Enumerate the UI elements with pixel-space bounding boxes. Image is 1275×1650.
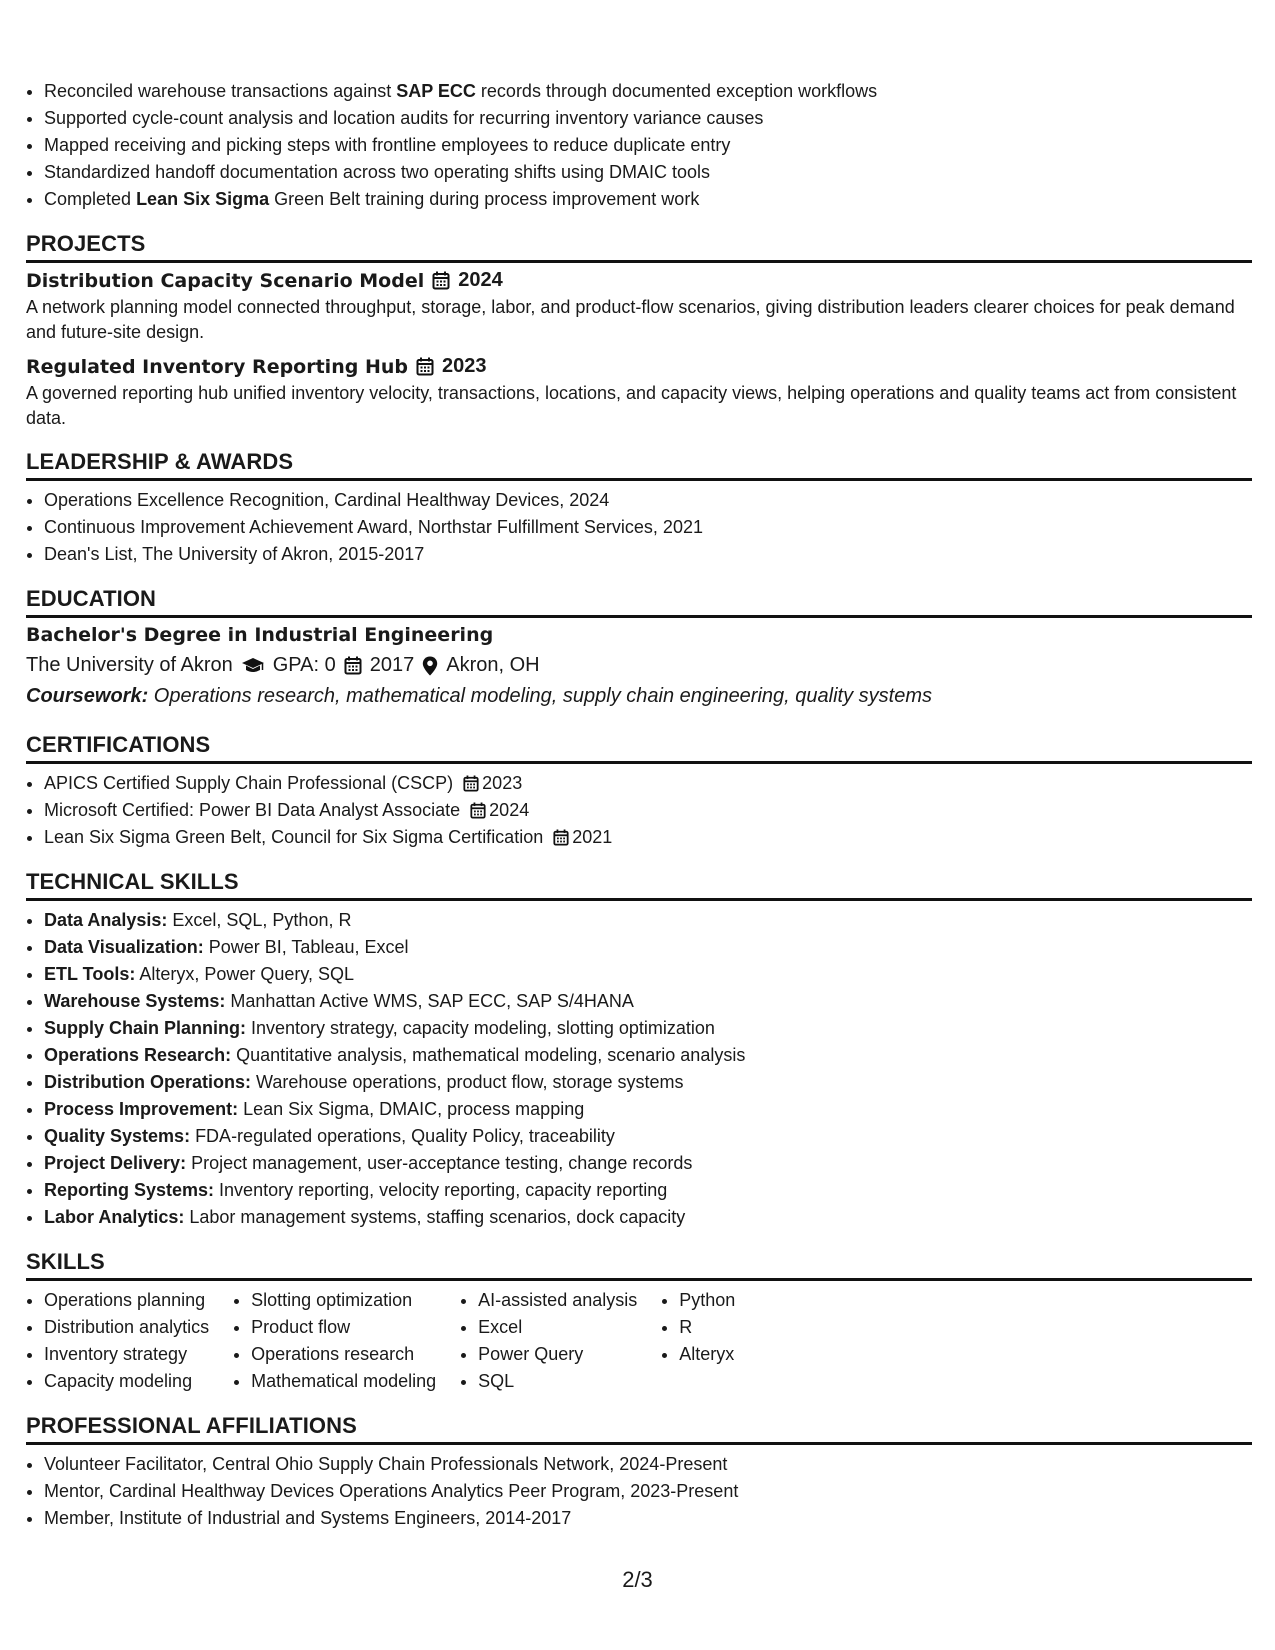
list-item: • Operations Research: Quantitative analysis, mathematical modeling, scenario analysis	[44, 1042, 1252, 1069]
leadership-list	[26, 487, 1252, 568]
calendar-icon	[344, 656, 362, 675]
list-item: • Completed Lean Six Sigma Green Belt training during process improvement work	[44, 186, 1252, 213]
list-item: • SQL	[478, 1368, 637, 1395]
education-details	[26, 654, 1252, 677]
technical-skills-list	[26, 907, 1252, 1231]
list-item: • Mapped receiving and picking steps with frontline employees to reduce duplicate entry	[44, 132, 1252, 159]
list-item: • Supported cycle-count analysis and location audits for recurring inventory variance causes	[44, 105, 1252, 132]
section-title-skills: SKILLS	[26, 1249, 1252, 1281]
list-item: • Standardized handoff documentation across two operating shifts using DMAIC tools	[44, 159, 1252, 186]
list-item: • ETL Tools: Alteryx, Power Query, SQL	[44, 961, 1252, 988]
list-item: • Lean Six Sigma Green Belt, Council for Six Sigma Certification 2021	[44, 824, 1252, 851]
resume-page	[26, 78, 1252, 1532]
calendar-icon	[470, 802, 486, 819]
graduation-cap-icon	[241, 657, 265, 675]
list-item: • Python	[679, 1287, 735, 1314]
list-item: • Operations Excellence Recognition, Cardinal Healthway Devices, 2024	[44, 487, 1252, 514]
section-title-education: EDUCATION	[26, 586, 1252, 618]
calendar-icon	[416, 357, 434, 376]
list-item: • Capacity modeling	[44, 1368, 209, 1395]
list-item: • Power Query	[478, 1341, 637, 1368]
map-pin-icon	[422, 656, 438, 676]
list-item: • Distribution Operations: Warehouse operations, product flow, storage systems	[44, 1069, 1252, 1096]
calendar-icon	[553, 829, 569, 846]
list-item: • Excel	[478, 1314, 637, 1341]
list-item: • Mathematical modeling	[251, 1368, 436, 1395]
project-description: A governed reporting hub unified inventory velocity, transactions, locations, and capacity views, helping operations and quality teams act from consistent data.	[26, 383, 1237, 428]
section-title-projects: PROJECTS	[26, 231, 1252, 263]
calendar-icon	[432, 271, 450, 290]
list-item: • Alteryx	[679, 1341, 735, 1368]
list-item: • Inventory strategy	[44, 1341, 209, 1368]
gpa: GPA: 0	[272, 654, 336, 676]
section-title-leadership: LEADERSHIP & AWARDS	[26, 449, 1252, 481]
affiliations-list	[26, 1451, 1252, 1532]
calendar-icon	[463, 775, 479, 792]
list-item: • Data Analysis: Excel, SQL, Python, R	[44, 907, 1252, 934]
list-item: • Continuous Improvement Achievement Award, Northstar Fulfillment Services, 2021	[44, 514, 1252, 541]
skills-column	[661, 1287, 735, 1395]
skills-column	[233, 1287, 436, 1395]
list-item: • Microsoft Certified: Power BI Data Analyst Associate 2024	[44, 797, 1252, 824]
school-name: The University of Akron	[26, 654, 233, 676]
list-item: • Process Improvement: Lean Six Sigma, DMAIC, process mapping	[44, 1096, 1252, 1123]
list-item: • Operations planning	[44, 1287, 209, 1314]
list-item: • Supply Chain Planning: Inventory strategy, capacity modeling, slotting optimization	[44, 1015, 1252, 1042]
skills-column	[460, 1287, 637, 1395]
graduation-year: 2017	[369, 654, 415, 676]
list-item: • Dean's List, The University of Akron, 2015-2017	[44, 541, 1252, 568]
list-item: • Mentor, Cardinal Healthway Devices Operations Analytics Peer Program, 2023-Present	[44, 1478, 1252, 1505]
list-item: • Volunteer Facilitator, Central Ohio Supply Chain Professionals Network, 2024-Present	[44, 1451, 1252, 1478]
location: Akron, OH	[446, 654, 540, 676]
section-title-certifications: CERTIFICATIONS	[26, 732, 1252, 764]
list-item: • Member, Institute of Industrial and Systems Engineers, 2014-2017	[44, 1505, 1252, 1532]
list-item: • Quality Systems: FDA-regulated operations, Quality Policy, traceability	[44, 1123, 1252, 1150]
section-title-technical-skills: TECHNICAL SKILLS	[26, 869, 1252, 901]
list-item: • Data Visualization: Power BI, Tableau, Excel	[44, 934, 1252, 961]
list-item: • Slotting optimization	[251, 1287, 436, 1314]
degree-title: Bachelor's Degree in Industrial Engineering	[26, 624, 494, 646]
list-item: • Reporting Systems: Inventory reporting, velocity reporting, capacity reporting	[44, 1177, 1252, 1204]
page-number: 2/3	[622, 1567, 653, 1592]
project-title: Distribution Capacity Scenario Model 2024	[26, 269, 503, 292]
experience-bullets	[26, 78, 1252, 213]
list-item: • R	[679, 1314, 735, 1341]
list-item: • AI-assisted analysis	[478, 1287, 637, 1314]
list-item: • Project Delivery: Project management, user-acceptance testing, change records	[44, 1150, 1252, 1177]
list-item: • Warehouse Systems: Manhattan Active WMS, SAP ECC, SAP S/4HANA	[44, 988, 1252, 1015]
skills-column	[26, 1287, 209, 1395]
certifications-list	[26, 770, 1252, 851]
coursework: Coursework: Operations research, mathematical modeling, supply chain engineering, quality systems	[26, 685, 932, 707]
list-item: • Product flow	[251, 1314, 436, 1341]
skills-columns	[26, 1287, 1252, 1395]
list-item: • Distribution analytics	[44, 1314, 209, 1341]
section-title-affiliations: PROFESSIONAL AFFILIATIONS	[26, 1413, 1252, 1445]
list-item: • Reconciled warehouse transactions against SAP ECC records through documented exception workflows	[44, 78, 1252, 105]
list-item: • Labor Analytics: Labor management systems, staffing scenarios, dock capacity	[44, 1204, 1252, 1231]
list-item: • Operations research	[251, 1341, 436, 1368]
project-description: A network planning model connected throughput, storage, labor, and product-flow scenarios, giving distribution leaders clearer choices for peak demand and future-site design.	[26, 297, 1235, 342]
project-title: Regulated Inventory Reporting Hub 2023	[26, 355, 487, 378]
list-item: • APICS Certified Supply Chain Professional (CSCP) 2023	[44, 770, 1252, 797]
